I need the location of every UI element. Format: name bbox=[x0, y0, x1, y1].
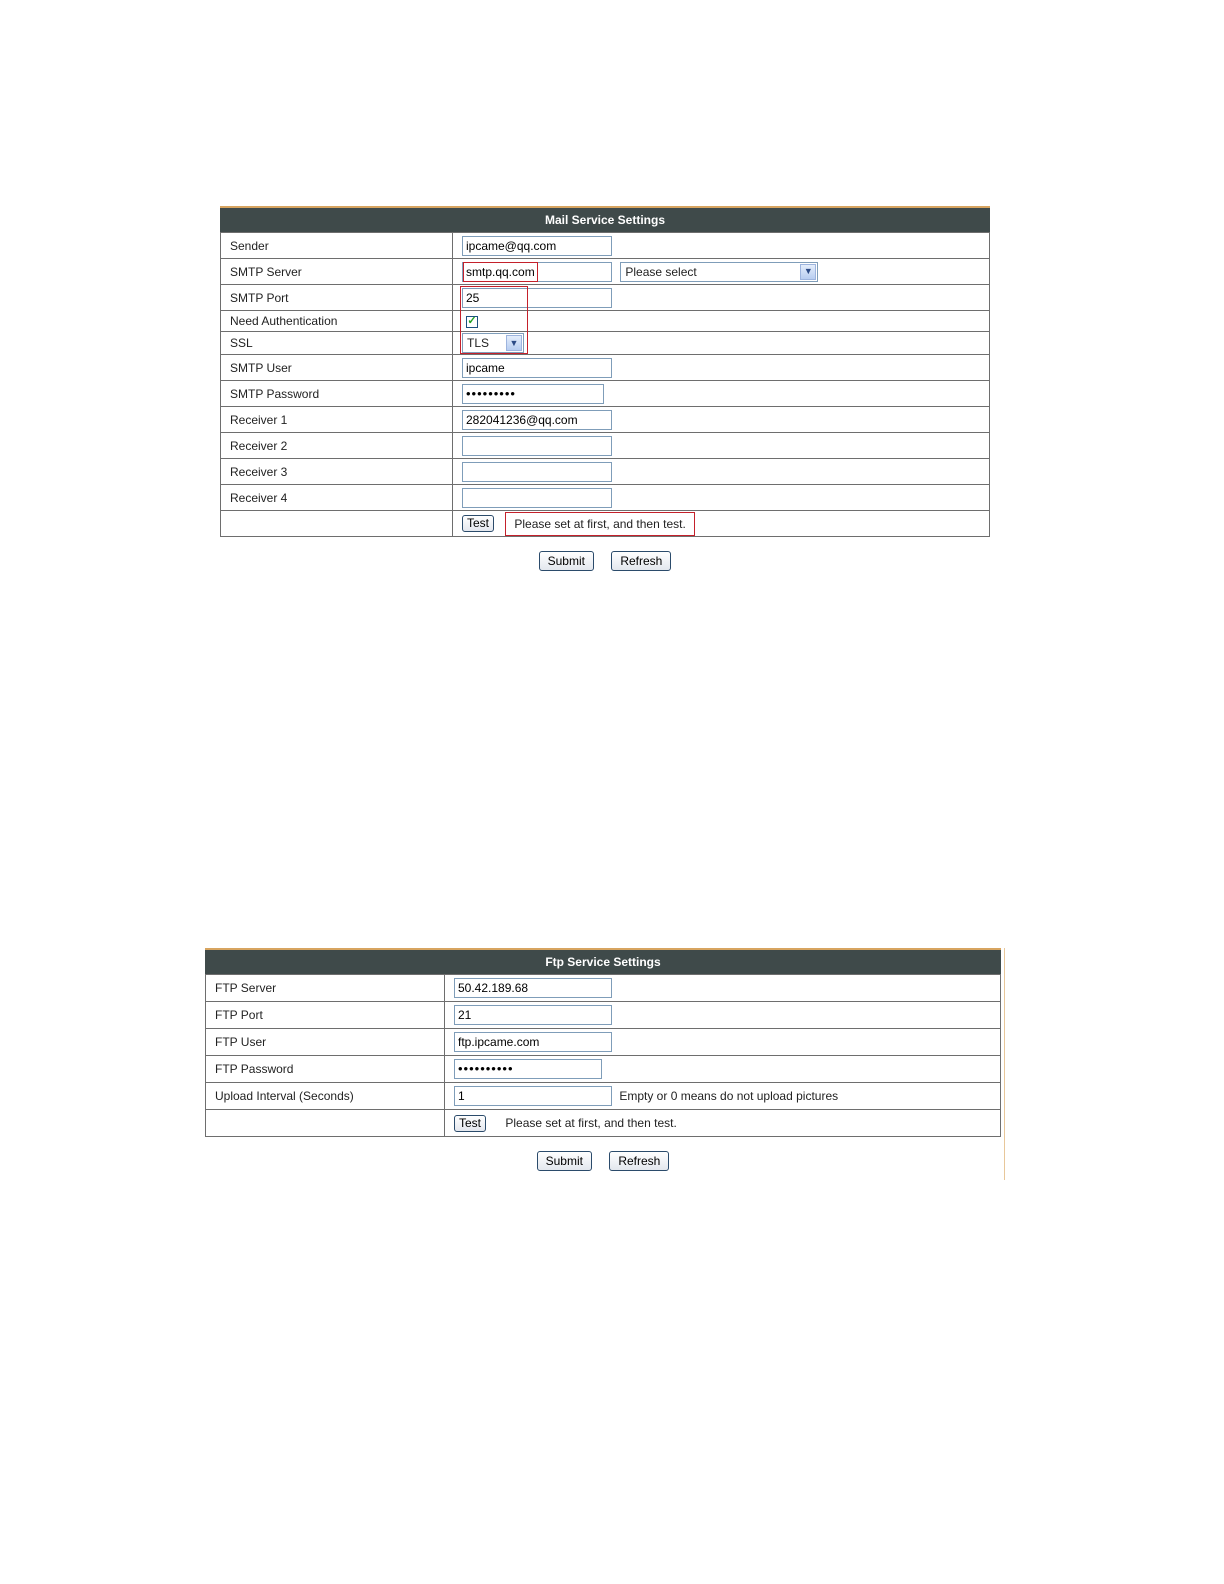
table-row bbox=[221, 259, 990, 285]
table-row bbox=[221, 485, 990, 511]
mail-action-buttons bbox=[220, 551, 990, 571]
smtp-user-input[interactable]: ipcame bbox=[462, 358, 612, 378]
ftp-settings-title: Ftp Service Settings bbox=[205, 948, 1001, 974]
receiver-1-label: Receiver 1 bbox=[230, 412, 288, 427]
ssl-label: SSL bbox=[230, 336, 253, 350]
smtp-server-value: smtp.qq.com bbox=[466, 264, 535, 279]
smtp-port-label: SMTP Port bbox=[230, 290, 289, 305]
ssl-value: TLS bbox=[467, 336, 490, 350]
table-row bbox=[206, 1056, 1001, 1083]
mail-test-button[interactable]: Test bbox=[462, 515, 494, 532]
table-row bbox=[221, 459, 990, 485]
smtp-server-input[interactable] bbox=[462, 262, 612, 282]
receiver-2-input[interactable] bbox=[462, 436, 612, 456]
ftp-test-button[interactable]: Test bbox=[454, 1115, 486, 1132]
mail-refresh-button[interactable]: Refresh bbox=[611, 551, 671, 571]
ftp-server-input[interactable]: 50.42.189.68 bbox=[454, 978, 612, 998]
mail-settings-title: Mail Service Settings bbox=[220, 206, 990, 232]
upload-interval-input[interactable]: 1 bbox=[454, 1086, 612, 1106]
mail-settings-panel bbox=[220, 206, 990, 571]
ftp-refresh-button[interactable]: Refresh bbox=[609, 1151, 669, 1171]
table-row bbox=[206, 1083, 1001, 1110]
sender-label: Sender bbox=[230, 238, 269, 253]
table-row bbox=[221, 381, 990, 407]
table-row bbox=[206, 1002, 1001, 1029]
receiver-2-label: Receiver 2 bbox=[230, 438, 288, 453]
chevron-down-icon: ▼ bbox=[506, 335, 522, 351]
mail-test-message: Please set at first, and then test. bbox=[505, 512, 694, 536]
ftp-port-label: FTP Port bbox=[215, 1008, 263, 1022]
table-row bbox=[221, 407, 990, 433]
table-row bbox=[221, 311, 990, 332]
need-auth-label: Need Authentication bbox=[230, 314, 338, 328]
receiver-3-input[interactable] bbox=[462, 462, 612, 482]
smtp-password-label: SMTP Password bbox=[230, 386, 320, 401]
receiver-1-input[interactable]: 282041236@qq.com bbox=[462, 410, 612, 430]
ftp-settings-table bbox=[205, 974, 1001, 1137]
ftp-password-input[interactable]: •••••••••• bbox=[454, 1059, 602, 1079]
chevron-down-icon: ▼ bbox=[800, 264, 816, 280]
receiver-4-label: Receiver 4 bbox=[230, 490, 288, 505]
table-row bbox=[206, 975, 1001, 1002]
table-row bbox=[206, 1110, 1001, 1137]
ftp-port-input[interactable]: 21 bbox=[454, 1005, 612, 1025]
ftp-test-message: Please set at first, and then test. bbox=[505, 1116, 677, 1130]
ftp-user-input[interactable]: ftp.ipcame.com bbox=[454, 1032, 612, 1052]
table-row bbox=[221, 355, 990, 381]
table-row bbox=[221, 285, 990, 311]
smtp-password-input[interactable]: ••••••••• bbox=[462, 384, 604, 404]
ftp-server-label: FTP Server bbox=[215, 981, 277, 995]
ftp-action-buttons bbox=[205, 1151, 1001, 1171]
upload-interval-label: Upload Interval (Seconds) bbox=[215, 1089, 354, 1103]
receiver-3-label: Receiver 3 bbox=[230, 464, 288, 479]
smtp-server-preset-value: Please select bbox=[625, 264, 697, 279]
ftp-password-label: FTP Password bbox=[215, 1062, 294, 1076]
table-row bbox=[206, 1029, 1001, 1056]
ftp-submit-button[interactable]: Submit bbox=[537, 1151, 592, 1171]
ftp-user-label: FTP User bbox=[215, 1035, 267, 1049]
smtp-port-input[interactable]: 25 bbox=[462, 288, 612, 308]
sender-input[interactable]: ipcame@qq.com bbox=[462, 236, 612, 256]
checkmark-icon: ✓ bbox=[467, 315, 477, 328]
table-row bbox=[221, 433, 990, 459]
receiver-4-input[interactable] bbox=[462, 488, 612, 508]
smtp-server-label: SMTP Server bbox=[230, 264, 302, 279]
mail-settings-table bbox=[220, 232, 990, 537]
upload-interval-hint: Empty or 0 means do not upload pictures bbox=[619, 1089, 839, 1103]
smtp-server-preset-select[interactable] bbox=[620, 262, 818, 282]
table-row bbox=[221, 332, 990, 355]
ssl-select[interactable] bbox=[462, 333, 524, 353]
table-row bbox=[221, 511, 990, 537]
smtp-user-label: SMTP User bbox=[230, 360, 292, 375]
divider bbox=[1004, 948, 1005, 1180]
mail-submit-button[interactable]: Submit bbox=[539, 551, 594, 571]
ftp-settings-panel bbox=[205, 948, 1001, 1171]
table-row bbox=[221, 233, 990, 259]
need-auth-checkbox[interactable] bbox=[466, 316, 478, 328]
